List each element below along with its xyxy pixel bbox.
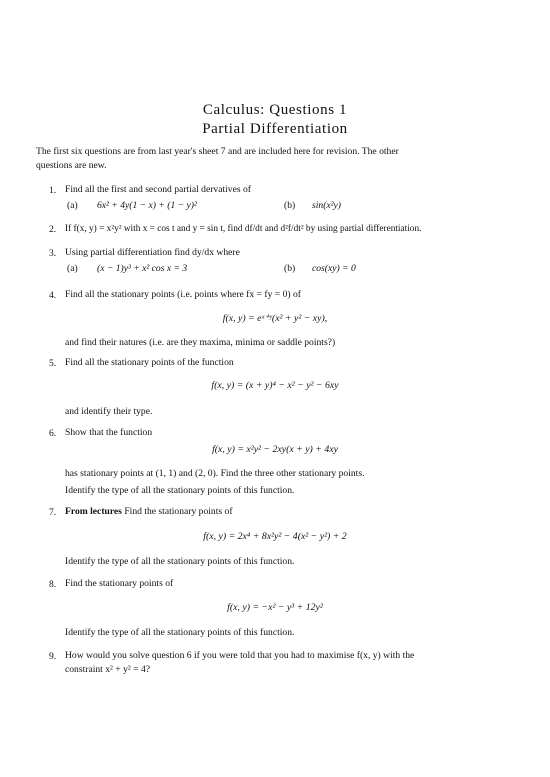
q2-text: If f(x, y) = x²y² with x = cos t and y = sin t, find df/dt and d²f/dt² by using partial differentiation. bbox=[65, 224, 422, 234]
q1-text: Find all the first and second partial dervatives of bbox=[65, 184, 251, 195]
q5-text: Find all the stationary points of the function bbox=[65, 357, 234, 368]
q8-equation: f(x, y) = −x² − y³ + 12y² bbox=[227, 602, 323, 613]
intro-line-2: questions are new. bbox=[36, 160, 107, 171]
q5-after-text: and identify their type. bbox=[65, 406, 153, 417]
q7-after-text: Identify the type of all the stationary points of this function. bbox=[65, 556, 295, 567]
q9-number: 9. bbox=[49, 651, 57, 662]
q1-number: 1. bbox=[49, 185, 57, 196]
page-title: Calculus: Questions 1 bbox=[202, 102, 348, 118]
q1-b-expression: sin(x²y) bbox=[312, 200, 341, 211]
q1-a-expression: 6x² + 4y(1 − x) + (1 − y)² bbox=[97, 200, 197, 211]
q7-equation: f(x, y) = 2x⁴ + 8x²y² − 4(x² − y²) + 2 bbox=[203, 531, 347, 542]
q4-after-text: and find their natures (i.e. are they maxima, minima or saddle points?) bbox=[65, 337, 336, 348]
q5-number: 5. bbox=[49, 358, 57, 369]
q1-a-label: (a) bbox=[67, 200, 78, 211]
q8-number: 8. bbox=[49, 579, 57, 590]
q7-text bbox=[65, 506, 233, 518]
q6-after-line-2: Identify the type of all the stationary points of this function. bbox=[65, 485, 295, 496]
q6-text: Show that the function bbox=[65, 427, 153, 438]
q3-b-expression: cos(xy) = 0 bbox=[312, 263, 356, 274]
q4-number: 4. bbox=[49, 290, 57, 301]
q3-a-expression: (x − 1)y³ + x² cos x = 3 bbox=[97, 263, 188, 274]
q7-number: 7. bbox=[49, 507, 57, 518]
q3-number: 3. bbox=[49, 248, 57, 259]
q7-lead: From lectures bbox=[65, 506, 122, 517]
q1-b-label: (b) bbox=[284, 200, 296, 211]
q8-after-text: Identify the type of all the stationary points of this function. bbox=[65, 627, 295, 638]
q6-number: 6. bbox=[49, 428, 57, 439]
page-subtitle: Partial Differentiation bbox=[202, 121, 348, 137]
q3-b-label: (b) bbox=[284, 263, 296, 274]
q6-equation: f(x, y) = x²y² − 2xy(x + y) + 4xy bbox=[212, 444, 338, 455]
q5-equation: f(x, y) = (x + y)⁴ − x² − y² − 6xy bbox=[211, 380, 339, 391]
q9-text-line-1: How would you solve question 6 if you were told that you had to maximise f(x, y) with the bbox=[65, 650, 415, 661]
q4-text: Find all the stationary points (i.e. points where fx = fy = 0) of bbox=[65, 289, 301, 300]
q9-text-line-2: constraint x² + y² = 4? bbox=[65, 664, 151, 675]
q8-text: Find the stationary points of bbox=[65, 578, 174, 589]
q3-text: Using partial differentiation find dy/dx where bbox=[65, 247, 240, 258]
q7-text-body: Find the stationary points of bbox=[121, 506, 233, 517]
q6-after-line-1: has stationary points at (1, 1) and (2, 0). Find the three other stationary points. bbox=[65, 468, 365, 479]
q2-number: 2. bbox=[49, 224, 57, 235]
q4-equation: f(x, y) = eˣ⁺ʸ(x² + y² − xy), bbox=[222, 313, 328, 324]
q3-a-label: (a) bbox=[67, 263, 78, 274]
intro-line-1: The first six questions are from last year's sheet 7 and are included here for revision. The other bbox=[36, 146, 399, 157]
